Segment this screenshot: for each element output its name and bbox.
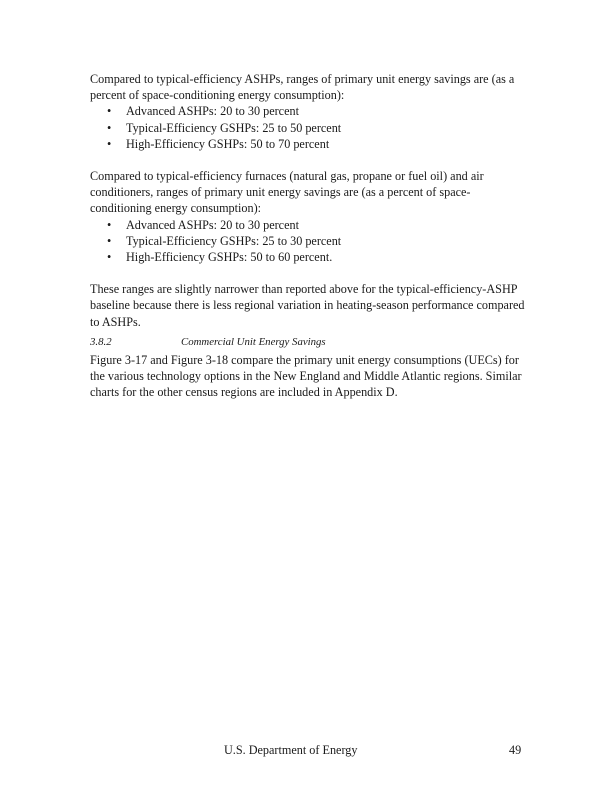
bullet-list-ashp-baseline	[90, 103, 530, 152]
list-item	[90, 249, 530, 265]
bullet-dot-icon: •	[107, 104, 112, 119]
list-item	[90, 217, 530, 233]
page-number: 49	[509, 743, 522, 757]
paragraph-ashp-savings: Compared to typical-efficiency ASHPs, ranges of primary unit energy savings are (as a percent of space-conditioning energy consumption):	[90, 72, 515, 103]
bullet-dot-icon: •	[107, 136, 112, 151]
bullet-dot-icon: •	[107, 217, 112, 232]
section-title: Commercial Unit Energy Savings	[181, 335, 326, 348]
paragraph-narrower-ranges: These ranges are slightly narrower than reported above for the typical-efficiency-ASHP baseline because there is less regional variation in heating-season performance compared to ASHPs.	[90, 282, 525, 329]
list-item	[90, 136, 530, 152]
section-heading	[90, 335, 530, 349]
bullet-dot-icon: •	[107, 120, 112, 135]
list-item-text: High-Efficiency GSHPs: 50 to 70 percent	[126, 136, 330, 151]
footer-organization: U.S. Department of Energy	[224, 743, 358, 757]
paragraph-furnace-savings: Compared to typical-efficiency furnaces (natural gas, propane or fuel oil) and air conditioners, ranges of primary unit energy savings are (as a percent of space-conditioning energy consumption):	[90, 169, 484, 216]
list-item-text: Advanced ASHPs: 20 to 30 percent	[126, 217, 299, 232]
page-content	[90, 71, 530, 400]
section-number: 3.8.2	[90, 335, 112, 348]
list-item-text: Typical-Efficiency GSHPs: 25 to 30 percent	[126, 233, 342, 248]
list-item	[90, 120, 530, 136]
paragraph-spacer	[90, 265, 530, 281]
list-item-text: High-Efficiency GSHPs: 50 to 60 percent.	[126, 250, 333, 265]
list-item	[90, 103, 530, 119]
list-item	[90, 233, 530, 249]
bullet-dot-icon: •	[107, 233, 112, 248]
paragraph-commercial-uec: Figure 3-17 and Figure 3-18 compare the primary unit energy consumptions (UECs) for the various technology options in the New England and Middle Atlantic regions. Similar charts for the other census regions are included in Appendix D.	[90, 352, 522, 400]
bullet-dot-icon: •	[107, 250, 112, 265]
paragraph-spacer	[90, 152, 530, 168]
list-item-text: Typical-Efficiency GSHPs: 25 to 50 percent	[126, 120, 342, 135]
list-item-text: Advanced ASHPs: 20 to 30 percent	[126, 104, 299, 119]
bullet-list-furnace-baseline	[90, 217, 530, 266]
